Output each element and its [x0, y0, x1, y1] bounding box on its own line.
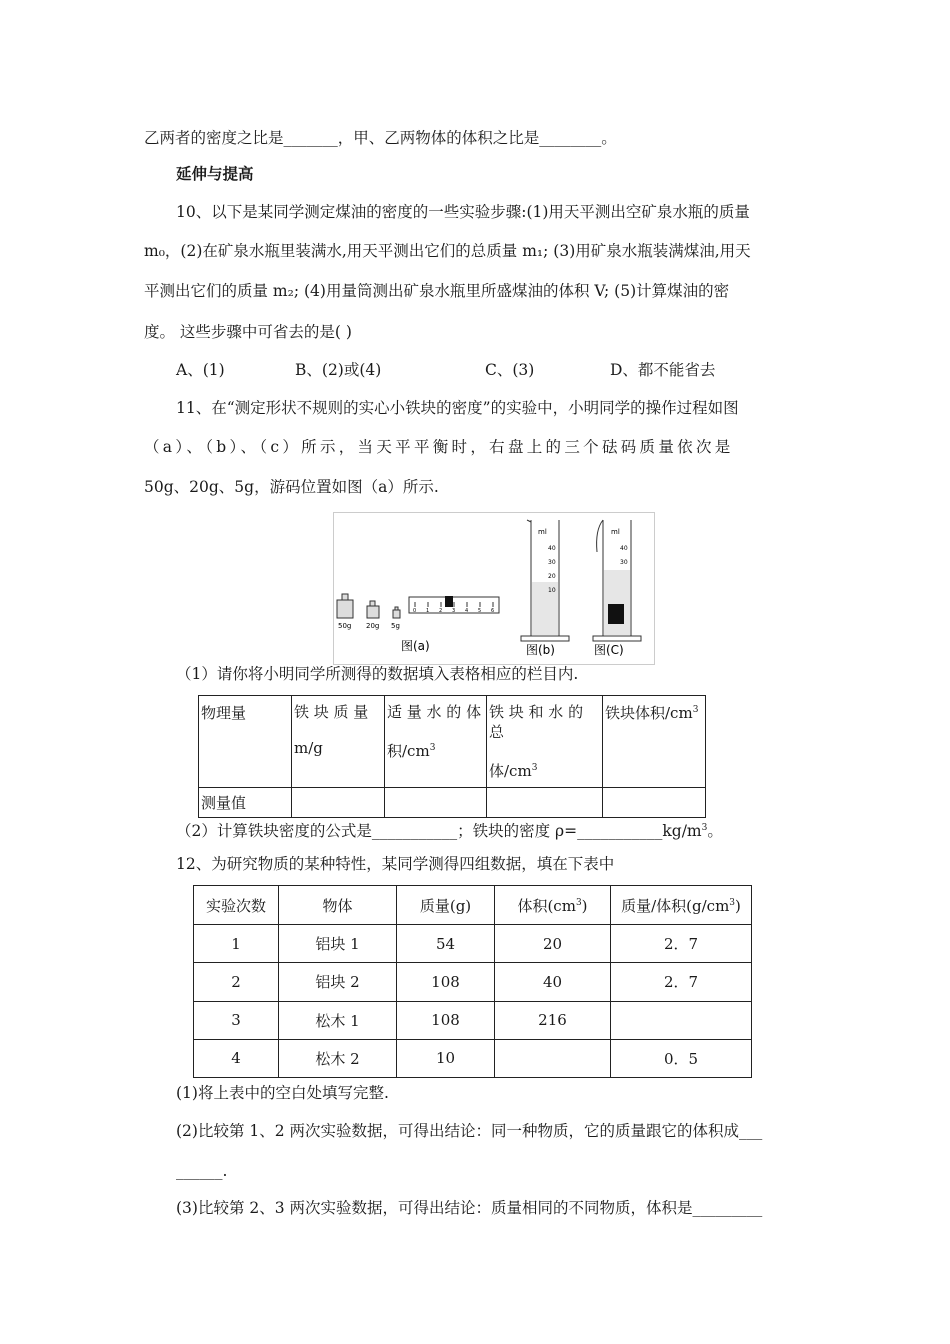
scale-tick-label: 4: [465, 608, 469, 614]
q12-s3: (3)比较第 2、3 两次实验数据，可得出结论：质量相同的不同物质，体积是_________: [176, 1199, 763, 1217]
q11-header-water-volume: 适 量 水 的 体 积$/cm^3$: [385, 696, 487, 788]
section-title: 延伸与提高: [176, 165, 254, 183]
q10-option-a: A、(1): [176, 361, 225, 379]
q11-cell-blank: [385, 788, 487, 818]
q10-line1: 10、以下是某同学测定煤油的密度的一些实验步骤:(1)用天平测出空矿泉水瓶的质量: [176, 203, 750, 221]
q12-cell-volume: [495, 1039, 611, 1077]
q12-cell-mass: 108: [397, 963, 495, 1001]
q12-s2b: ______.: [176, 1162, 228, 1180]
q12-s2a: (2)比较第 1、2 两次实验数据，可得出结论：同一种物质，它的质量跟它的体积成___: [176, 1122, 763, 1140]
cylinder-b-tick-30: 30: [548, 559, 556, 566]
q12-cell-mass: 10: [397, 1039, 495, 1077]
scale-tick-label: 5: [478, 608, 482, 614]
q12-cell-ratio: 2．7: [611, 925, 752, 963]
q11-line3: 50g、20g、5g，游码位置如图（a）所示.: [144, 478, 439, 496]
q11-sub2: （2）计算铁块密度的公式是___________；铁块的密度 $\rho=\_\_\_\_\_\_\_\_\_\_\_kg/m^3$。: [176, 822, 723, 841]
q11-header-iron-volume: 铁块体积$/cm^3$: [603, 696, 706, 788]
q12-cell-volume: 40: [495, 963, 611, 1001]
scale-tick-label: 1: [426, 608, 430, 614]
q12-cell-object: 铝块 1: [279, 925, 397, 963]
caption-a: 图(a): [401, 639, 430, 653]
q10-line4: 度。 这些步骤中可省去的是( ): [144, 323, 352, 341]
q10-option-b: B、(2)或(4): [295, 361, 382, 379]
q12-header-mass: 质量(g): [397, 886, 495, 925]
q12-header-ratio: 质量/体积$(g/cm^3)$: [611, 886, 752, 925]
experiment-figure: [333, 512, 655, 665]
q11-line2: （a）、（b）、（c）所示，当天平平衡时，右盘上的三个砝码质量依次是: [144, 438, 734, 456]
q12-cell-ratio: [611, 1001, 752, 1039]
q12-cell-object: 松木 2: [279, 1039, 397, 1077]
q10-option-d: D、都不能省去: [610, 361, 716, 379]
q11-cell-blank: [292, 788, 385, 818]
iron-block: [608, 604, 624, 624]
scale-tick-label: 0: [413, 608, 417, 614]
q12-cell-volume: 20: [495, 925, 611, 963]
q12-cell-trial: 2: [194, 963, 279, 1001]
q12-cell-volume: 216: [495, 1001, 611, 1039]
caption-c: 图(C): [594, 643, 624, 657]
q12-cell-trial: 3: [194, 1001, 279, 1039]
q11-header-total-volume: 铁 块 和 水 的 总 体$/cm^3$: [487, 696, 603, 788]
cylinder-c-unit: ml: [611, 528, 620, 536]
q12-header-row: [194, 886, 752, 925]
scale-tick-label: 6: [491, 608, 495, 614]
weight-5g-icon: [393, 607, 400, 618]
cylinder-b-tick-20: 20: [548, 573, 556, 580]
q11-data-table: [198, 695, 706, 818]
q12-row: [194, 925, 752, 963]
q12-s1: (1)将上表中的空白处填写完整.: [176, 1084, 389, 1102]
caption-b: 图(b): [526, 643, 555, 657]
scale-tick-label: 2: [439, 608, 443, 614]
scale-tick-label: 3: [452, 608, 456, 614]
q11-cell-blank: [603, 788, 706, 818]
weight-20g-label: 20g: [366, 622, 380, 630]
q11-table-header-row: [199, 696, 706, 788]
cylinder-c-water: [604, 570, 630, 635]
cylinder-b-tick-40: 40: [548, 545, 556, 552]
q12-cell-mass: 108: [397, 1001, 495, 1039]
q11-table-value-row: [199, 788, 706, 818]
q12-header-object: 物体: [279, 886, 397, 925]
q12-intro: 12、为研究物质的某种特性，某同学测得四组数据，填在下表中: [176, 855, 615, 873]
q10-line3: 平测出它们的质量 m₂; (4)用量筒测出矿泉水瓶里所盛煤油的体积 V; (5)计算煤油的密: [144, 282, 730, 300]
q11-sub1: （1）请你将小明同学所测得的数据填入表格相应的栏目内.: [176, 665, 579, 683]
cylinder-c-tick-40: 40: [620, 545, 628, 552]
q12-header-trial: 实验次数: [194, 886, 279, 925]
cylinder-c-tick-30: 30: [620, 559, 628, 566]
q11-row-label: 测量值: [199, 788, 292, 818]
cylinder-b-tick-10: 10: [548, 587, 556, 594]
q12-row: [194, 1039, 752, 1077]
cylinder-b: [521, 520, 569, 641]
weight-20g-icon: [367, 601, 379, 618]
q10-line2: m₀，(2)在矿泉水瓶里装满水,用天平测出它们的总质量 m₁; (3)用矿泉水瓶装满煤油,用天: [144, 242, 751, 260]
q12-cell-object: 松木 1: [279, 1001, 397, 1039]
q12-cell-ratio: 2．7: [611, 963, 752, 1001]
q12-cell-trial: 1: [194, 925, 279, 963]
q12-cell-object: 铝块 2: [279, 963, 397, 1001]
q12-cell-ratio: 0．5: [611, 1039, 752, 1077]
q10-option-c: C、(3): [485, 361, 535, 379]
q11-cell-blank: [487, 788, 603, 818]
weight-5g-label: 5g: [391, 622, 400, 630]
q12-header-volume: 体积$(cm^3)$: [495, 886, 611, 925]
cylinder-c: [593, 520, 641, 641]
q12-data-table: [193, 885, 752, 1078]
q11-header-iron-mass: 铁 块 质 量 m/g: [292, 696, 385, 788]
q9-tail: 乙两者的密度之比是_______，甲、乙两物体的体积之比是________。: [144, 129, 617, 147]
q12-row: [194, 1001, 752, 1039]
weight-50g-label: 50g: [338, 622, 352, 630]
q12-row: [194, 963, 752, 1001]
q11-header-quantity: 物理量: [199, 696, 292, 788]
weight-50g-icon: [337, 594, 353, 618]
q11-line1: 11、在“测定形状不规则的实心小铁块的密度”的实验中，小明同学的操作过程如图: [176, 399, 739, 417]
q12-cell-mass: 54: [397, 925, 495, 963]
rider-slider: [445, 596, 453, 607]
experiment-figure-svg: [333, 512, 655, 665]
q12-cell-trial: 4: [194, 1039, 279, 1077]
cylinder-b-unit: ml: [538, 528, 547, 536]
